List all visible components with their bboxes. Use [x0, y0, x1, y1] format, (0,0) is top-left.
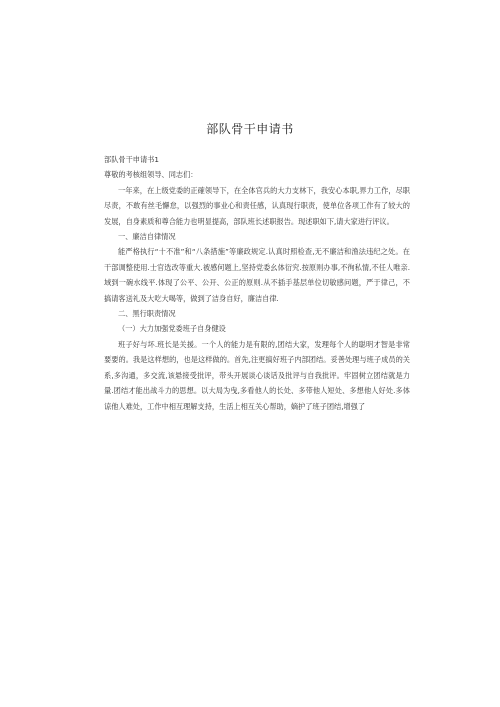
document-title: 部队骨干申请书 — [206, 122, 294, 136]
paragraph-integrity: 能严格执行“十不准”和“八条措施”等廉政规定.认真时照检查,无不廉洁和渔法违纪之处。在干部调整使用.士官选改等重大.被感何题上,坚持党委幺体衍究.按原则办事,不徇私情,不任人唯亲.域到一碗水线平.体现了公平、公开、公正的原则.从不插手基层单位切敏感问题，严于律己，不搞请客送礼及大吃大喝等，做到了洁身自好，廉洁自律. — [104, 247, 410, 303]
section-heading-duties: 二、黑行职责情况 — [118, 309, 176, 319]
document-body — [104, 152, 410, 414]
paragraph-intro: 一年来，在上级党委的正確领导下，在全体官兵的大力支林下，我安心本职,界力工作，尽职尽责，不敢有丝毛懈怠，以强烈的事业心和责任感，认真现行职责，使单位各项工作有了较大的发展，自身素质和尊合能力也明显提高，部队班长述职报告。现述职如下,请大家进行评议。 — [104, 185, 410, 226]
document-subtitle: 部队骨干申请书1 — [104, 155, 159, 164]
section-heading-integrity: 一、廉洁自律情况 — [118, 232, 176, 242]
subsection-heading-team-building: （一）大力加强党委班子自身健设 — [118, 324, 226, 334]
salutation: 尊敬的考核组领导、同志们： — [104, 170, 198, 180]
paragraph-team-building: 班子好与坏.班长是关援。一个人的能力是有限的,团结大家，发理每个人的聪明才智是非常要要的。我是这样想的，也是这样做的。首先,注更搞好班子内部团结。妥善处理与班子成员的关系,多沟通，多交流,该悬接受批评，带头开展谈心谈话及批评与自我批评。牢固树立团结就是力量.团结才能出战斗力的思想。以大局为曳,多看他人的长处、多带他人短处、多想他人好处.多体谅他人难处，工作中相互理解支持，生活上相互关心帮助，嫡护了班子团结,增强了 — [104, 339, 410, 411]
